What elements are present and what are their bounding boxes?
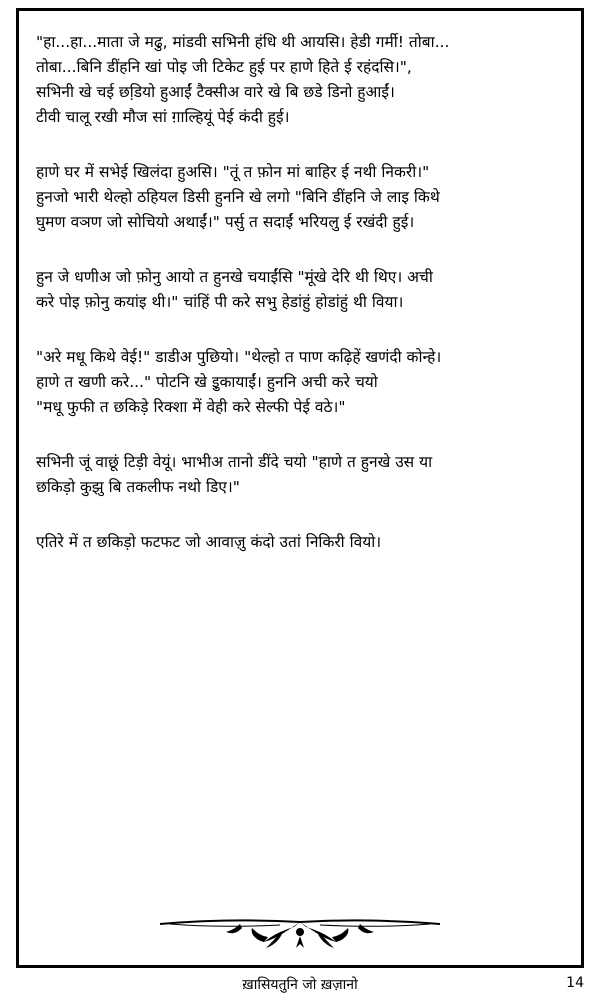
text-line: "मधू फुफी त छकिड़े रिक्शा में वेही करे सेल्फी पेई वठे।"	[36, 398, 346, 416]
text-line: "अरे मधू किथे वेई!" डाडीअ पुछियो। "थेल्हो त पाण कढ़िहें खणंदी कोन्हे।	[36, 348, 442, 366]
text-line: हुनजो भारी थेल्हो ठहियल डिसी हुननि खे लगो "बिनि डींहनि जे लाइ किथे	[36, 188, 440, 206]
text-line: करे पोइ फ़ोनु कयांइ थी।" चांहिं पी करे सभु हेडांहुं होडांहुं थी विया।	[36, 293, 404, 311]
text-line: घुमण वञण जो सोचियो अथाईं।" पर्सु त सदाईं भरियलु ई रखंदी हुई।	[36, 213, 415, 231]
text-line: छकिड़ो कुझु बि तकलीफ नथो डिए।"	[36, 478, 240, 496]
paragraph-4	[36, 345, 566, 420]
paragraph-3	[36, 265, 566, 315]
paragraph-1	[36, 30, 566, 130]
page-number: 14	[566, 975, 584, 991]
text-line: सभिनी जूं वाछूं टिड़ी वेयूं। भाभीअ तानो डींदे चयो "हाणे त हुनखे उस या	[36, 453, 433, 471]
text-line: सभिनी खे चई छडि़यो हुआईं टैक्सीअ वारे खे बि छडे डिनो हुआईं।	[36, 83, 395, 101]
text-line: हुन जे धणीअ जो फ़ोनु आयो त हुनखे चयाईंसि "मूंखे देरि थी थिए। अची	[36, 268, 433, 286]
text-line: तोबा...बिनि डींहनि खां पोइ जी टिकेट हुई पर हाणे हिते ई रहंदसि।",	[36, 58, 412, 76]
paragraph-2	[36, 160, 566, 235]
page-footer	[0, 975, 600, 997]
floral-divider-icon	[160, 908, 440, 954]
book-title: ख़ासियतुनि जो ख़ज़ानो	[242, 977, 358, 993]
text-line: टीवी चालू रखी मौज सां ग़ाल्हियूं पेई कंदी हुई।	[36, 108, 290, 126]
paragraph-6	[36, 530, 566, 555]
text-line: हाणे त खणी करे..." पोटनि खे इुकायाईं। हुननि अची करे चयो	[36, 373, 378, 391]
story-text	[36, 30, 566, 585]
text-line: हाणे घर में सभेई खिलंदा हुअसि। "तूं त फ़ोन मां बाहिर ई नथी निकरी।"	[36, 163, 430, 181]
paragraph-5	[36, 450, 566, 500]
text-line: "हा...हा...माता जे मढु, मांडवी सभिनी हंधि थी आयसि। हेडी गर्मी! तोबा...	[36, 33, 450, 51]
text-line: एतिरे में त छकिड़ो फटफट जो आवाज़ु कंदो उतां निकिरी वियो।	[36, 533, 382, 551]
